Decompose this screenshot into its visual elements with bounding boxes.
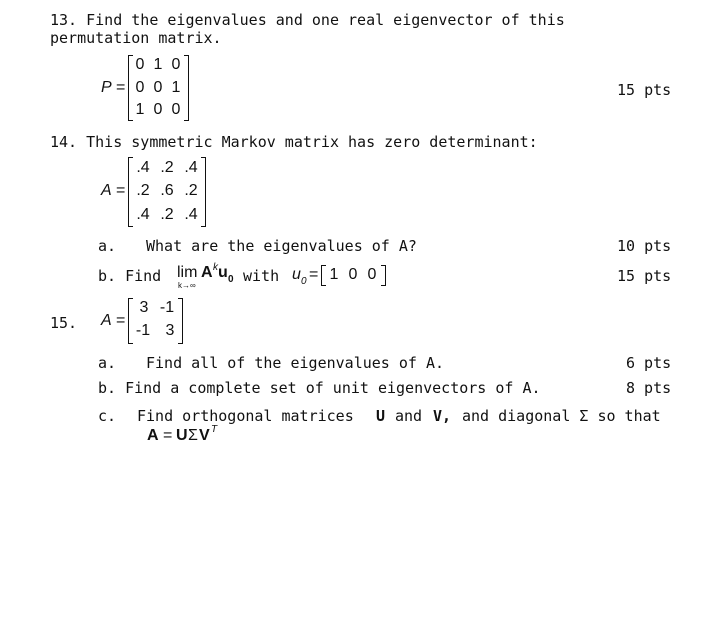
q14-b-with: with [243,267,280,285]
q14-b-u-sub: 0 [228,274,234,285]
matrix-cell: 0 [153,101,163,118]
q13-eq: = [116,79,126,96]
q15-b-text: b. Find a complete set of unit eigenvectors of A. [98,379,541,397]
matrix-cell: .4 [136,159,150,176]
matrix-cell: 3 [165,322,175,339]
matrix-cell: .2 [160,206,174,223]
q14-b-lim: lim [177,264,198,281]
matrix-cell: -1 [159,299,175,316]
q15-a-text: Find all of the eigenvalues of A. [146,354,445,372]
q14-a-label: a. [98,237,117,255]
q14-b-k: k [213,262,218,273]
q15-c-text-1: Find orthogonal matrices [137,407,354,425]
q14-b-eq: = [309,266,319,283]
matrix-cell: .6 [160,182,174,199]
q15-number: 15. [50,314,78,332]
matrix-cell: .4 [136,206,150,223]
matrix-cell: -1 [135,322,151,339]
q15-eq: = [116,312,126,329]
matrix-cell: 0 [135,56,145,73]
q14-matrix-name: A [101,182,112,199]
vector-cell: 0 [348,266,358,283]
formula-eq: = [163,427,173,444]
vector-cell: 0 [367,266,377,283]
q15-c-U: U [376,407,386,425]
q15-matrix-name: A [101,312,112,329]
q15-c-V: V, [433,407,452,425]
q15-b-points: 8 pts [626,379,672,397]
formula-T: T [211,424,218,435]
q15-a-points: 6 pts [626,354,672,372]
matrix-cell: .2 [160,159,174,176]
matrix-cell: 0 [171,101,181,118]
q14-b-A: A [201,264,213,281]
matrix-cell: 0 [135,79,145,96]
matrix-cell: 1 [135,101,145,118]
formula-V: V [199,427,210,444]
q14-b-points: 15 pts [617,267,672,285]
matrix-cell: 1 [153,56,163,73]
q13-text-line2: permutation matrix. [50,29,222,47]
matrix-cell: 3 [139,299,149,316]
matrix-cell: .2 [184,182,198,199]
q14-eq: = [116,182,126,199]
q14-b-vec-right-bracket [381,265,386,286]
matrix-cell: 0 [171,56,181,73]
q15-a-label: a. [98,354,117,372]
matrix-cell: .4 [184,206,198,223]
q15-c-label: c. [98,407,117,425]
formula-sigma: Σ [188,427,198,444]
q14-a-points: 10 pts [617,237,672,255]
q14-b-lim-sub: k→∞ [178,281,196,290]
q13-text-line1: 13. Find the eigenvalues and one real eigenvector of this [50,11,565,29]
q13-points: 15 pts [617,81,672,99]
q14-b-u: u [218,264,228,281]
formula-A: A [147,427,159,444]
matrix-cell: 0 [153,79,163,96]
q15-c-text-2: and diagonal Σ so that [462,407,661,425]
formula-U: U [176,427,188,444]
q13-matrix-name: P [101,79,112,96]
q14-b-u0: u [292,266,301,283]
q14-text: 14. This symmetric Markov matrix has zero determinant: [50,133,538,151]
q14-b-prefix: b. Find [98,267,162,285]
vector-cell: 1 [329,266,339,283]
matrix-cell: .4 [184,159,198,176]
q15-c-and: and [395,407,423,425]
q14-a-text: What are the eigenvalues of A? [146,237,417,255]
q14-b-u0-sub: 0 [301,276,307,287]
matrix-cell: .2 [136,182,150,199]
matrix-cell: 1 [171,79,181,96]
